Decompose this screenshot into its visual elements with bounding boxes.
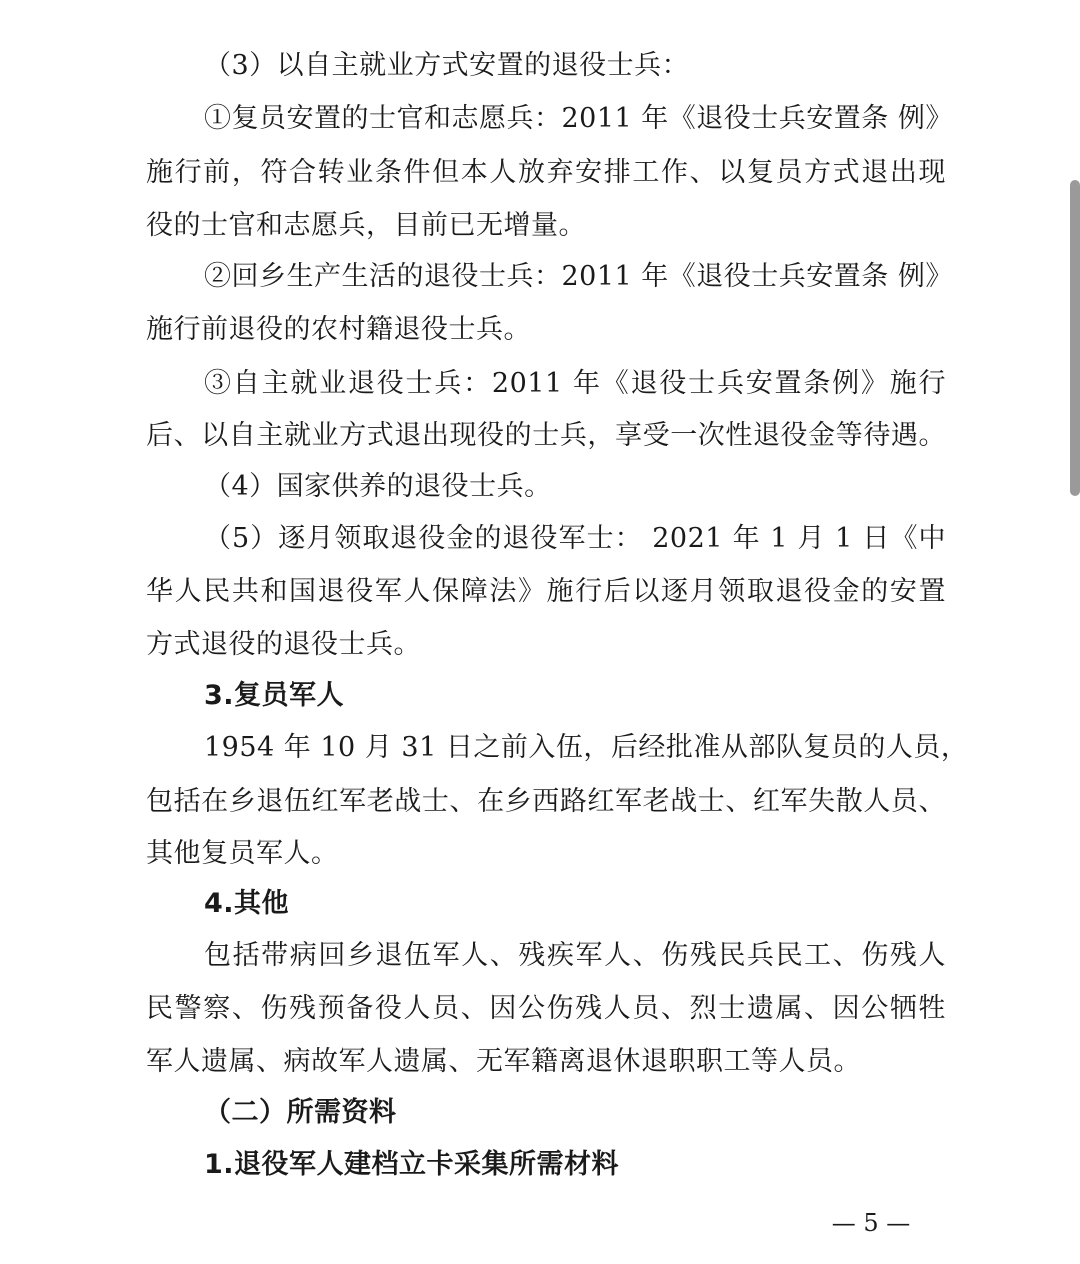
text-line: 后、以自主就业方式退出现役的士兵，享受一次性退役金等待遇。	[146, 420, 946, 451]
section-heading: （二）所需资料	[204, 1097, 397, 1128]
text-line: 包括带病回乡退伍军人、残疾军人、伤残民兵民工、伤残人	[204, 940, 946, 971]
section-heading: 3.复员军人	[204, 680, 345, 711]
text-line: 1954 年 10 月 31 日之前入伍，后经批准从部队复员的人员，	[204, 732, 969, 763]
text-line: 役的士官和志愿兵，目前已无增量。	[146, 210, 586, 241]
scrollbar-thumb[interactable]	[1070, 180, 1080, 496]
text-line: 其他复员军人。	[146, 838, 339, 869]
text-line: ③自主就业退役士兵：2011 年《退役士兵安置条例》施行	[204, 368, 946, 399]
text-line: 民警察、伤残预备役人员、因公伤残人员、烈士遗属、因公牺牲	[146, 993, 946, 1024]
text-line: （5）逐月领取退役金的退役军士： 2021 年 1 月 1 日《中	[204, 523, 946, 554]
text-line: 包括在乡退伍红军老战士、在乡西路红军老战士、红军失散人员、	[146, 786, 946, 817]
text-line: ①复员安置的士官和志愿兵：2011 年《退役士兵安置条 例》	[204, 103, 953, 134]
text-line: 方式退役的退役士兵。	[146, 629, 421, 660]
text-line: （3）以自主就业方式安置的退役士兵：	[204, 50, 690, 81]
text-line: （4）国家供养的退役士兵。	[204, 471, 552, 502]
text-line: 华人民共和国退役军人保障法》施行后以逐月领取退役金的安置	[146, 576, 946, 607]
section-heading: 1.退役军人建档立卡采集所需材料	[204, 1149, 620, 1180]
text-line: 施行前，符合转业条件但本人放弃安排工作、以复员方式退出现	[146, 157, 946, 188]
text-line: 军人遗属、病故军人遗属、无军籍离退休退职职工等人员。	[146, 1046, 861, 1077]
text-line: ②回乡生产生活的退役士兵：2011 年《退役士兵安置条 例》	[204, 261, 953, 292]
section-heading: 4.其他	[204, 888, 290, 919]
text-line: 施行前退役的农村籍退役士兵。	[146, 314, 531, 345]
page-number: — 5 —	[831, 1209, 911, 1237]
